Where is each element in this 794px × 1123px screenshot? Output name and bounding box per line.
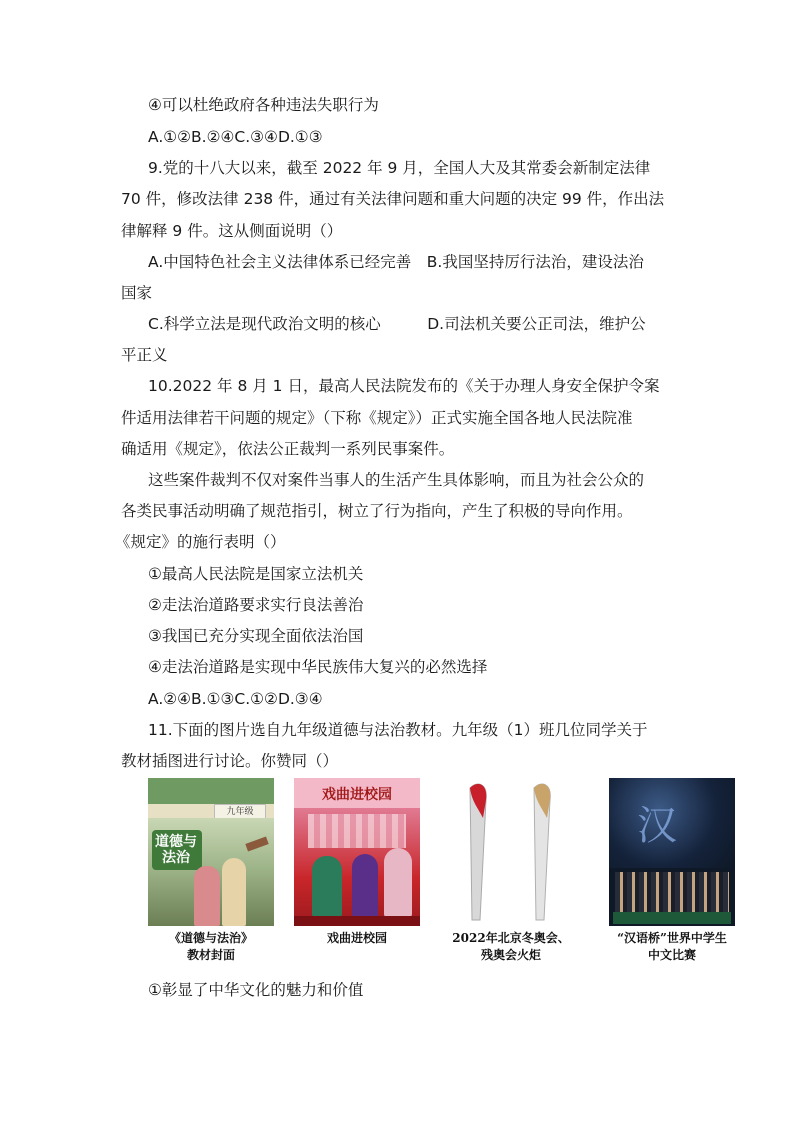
cover-grade-label: 九年级: [214, 804, 266, 836]
q10-option-1: ①最高人民法院是国家立法机关: [148, 565, 364, 583]
question-10-paragraph: 这些案件裁判不仅对案件当事人的生活产生具体影响，而且为社会公众的: [148, 471, 645, 489]
question-10-stem: 10.2022 年 8 月 1 日，最高人民法院发布的《关于办理人身安全保护令案: [148, 377, 660, 395]
question-10-stem-end: 确适用《规定》，依法公正裁判一系列民事案件。: [121, 440, 455, 458]
caption-torch: 2022年北京冬奥会、 残奥会火炬: [452, 931, 570, 962]
caption-opera: 戏曲进校园: [326, 931, 387, 945]
question-9-options-ab: A.中国特色社会主义法律体系已经完善 B.我国坚持厉行法治，建设法治: [148, 253, 644, 271]
question-10-stem-cont: 件适用法律若干问题的规定》（下称《规定》）正式实施全国各地人民法院准: [121, 409, 633, 427]
question-9-stem-cont: 70 件，修改法律 238 件，通过有关法律问题和重大问题的决定 99 件，作出法: [121, 190, 665, 208]
question-10-prompt: 《规定》的施行表明（）: [115, 533, 286, 551]
question-11-stem-cont: 教材插图进行讨论。你赞同（）: [121, 752, 339, 770]
figure-row: [140, 778, 744, 968]
caption-textbook-cover: 《道德与法治》 教材封面: [168, 931, 253, 962]
opera-banner-text: 戏曲进校园: [322, 787, 392, 803]
q10-option-3: ③我国已充分实现全面依法治国: [148, 627, 364, 645]
option-4-text: ④可以杜绝政府各种违法失职行为: [148, 96, 379, 114]
q11-statement-1: ①彰显了中华文化的魅力和价值: [148, 981, 364, 999]
torch-drawing: [448, 778, 574, 926]
opera-on-campus-image: [294, 778, 420, 926]
question-10-paragraph-cont: 各类民事活动明确了规范指引，树立了行为指向，产生了积极的导向作用。: [121, 502, 633, 520]
answer-choices-q8: A.①②B.②④C.③④D.①③: [148, 128, 323, 146]
cover-top-band: [148, 778, 274, 804]
cover-title: 道德与法治: [155, 834, 197, 866]
answer-choices-q10: A.②④B.①③C.①②D.③④: [148, 690, 323, 708]
caption-chinese-bridge: “汉语桥”世界中学生 中文比赛: [617, 931, 727, 962]
question-9-stem: 9.党的十八大以来，截至 2022 年 9 月，全国人大及其常委会新制定法律: [148, 159, 651, 177]
question-9-option-d-cont: 平正义: [121, 346, 168, 364]
olympic-torch-image: [448, 778, 574, 926]
q10-option-2: ②走法治道路要求实行良法善治: [148, 596, 364, 614]
textbook-cover-image: [148, 778, 274, 926]
question-9-stem-end: 律解释 9 件。这从侧面说明（）: [121, 222, 343, 240]
q10-option-4: ④走法治道路是实现中华民族伟大复兴的必然选择: [148, 658, 488, 676]
question-11-stem: 11.下面的图片选自九年级道德与法治教材。九年级（1）班几位同学关于: [148, 721, 648, 739]
chinese-bridge-competition-image: 汉: [609, 778, 735, 926]
question-9-options-cd: C.科学立法是现代政治文明的核心 D.司法机关要公正司法，维护公: [148, 315, 646, 333]
question-9-option-b-cont: 国家: [121, 284, 153, 302]
